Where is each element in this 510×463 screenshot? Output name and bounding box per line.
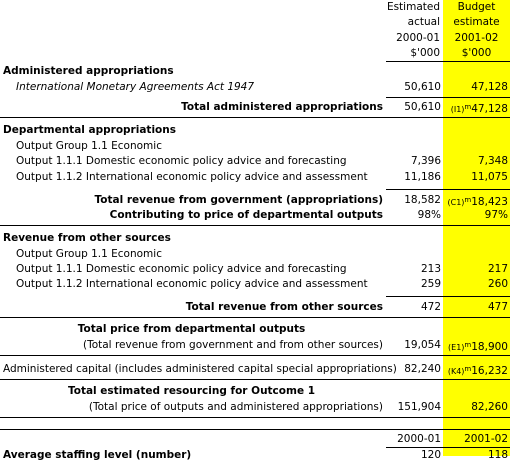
rule (386, 189, 510, 190)
other-title: Revenue from other sources (3, 232, 171, 244)
departmental-total-row (0, 193, 510, 208)
note-sup: m (464, 196, 472, 204)
col1-header-line4: $'000 (410, 47, 440, 59)
departmental-out2-label: Output 1.1.2 International economic policy advice and assessment (16, 171, 368, 183)
other-out2-v2: 260 (487, 278, 508, 290)
note-ref: (E1) (448, 343, 465, 352)
other-total-v2: 477 (487, 301, 508, 313)
rule (0, 429, 510, 430)
administered-item-v1: 50,610 (404, 81, 441, 93)
other-out1-v1: 213 (420, 263, 441, 275)
col2-header-line3: 2001-02 (454, 32, 499, 44)
note-ref: (I1) (450, 105, 465, 114)
price-v2: 18,900 (471, 341, 508, 353)
rule (386, 97, 510, 98)
price-values-row (0, 338, 510, 353)
departmental-contrib-row (0, 208, 510, 223)
capital-row (0, 362, 510, 377)
rule (0, 117, 510, 118)
capital-label: Administered capital (includes administered capital special appropriations) (3, 363, 397, 375)
administered-title: Administered appropriations (3, 65, 174, 77)
other-total-row (0, 300, 510, 315)
resourcing-values-row (0, 400, 510, 415)
col1-header-line1: Estimated (386, 1, 440, 13)
departmental-group: Output Group 1.1 Economic (16, 140, 162, 152)
price-title: Total price from departmental outputs (77, 323, 306, 335)
administered-item-label: International Monetary Agreements Act 1947 (16, 81, 255, 93)
departmental-group-row (0, 139, 510, 154)
staffing-v2: 118 (487, 449, 508, 461)
note-sup: m (464, 365, 472, 373)
departmental-title-row (0, 123, 510, 138)
departmental-title: Departmental appropriations (3, 124, 176, 136)
resourcing-title-row (0, 384, 510, 399)
rule (0, 317, 510, 318)
other-total-label: Total revenue from other sources (185, 301, 383, 313)
resourcing-sub: (Total price of outputs and administered appropriations) (88, 401, 383, 413)
administered-title-row (0, 64, 510, 79)
other-group-row (0, 247, 510, 262)
col2-header-line1: Budget (457, 1, 496, 13)
rule (0, 355, 510, 356)
administered-total-row (0, 100, 510, 115)
departmental-out2-v2: 11,075 (471, 171, 508, 183)
administered-total-label: Total administered appropriations (181, 101, 383, 113)
administered-total-v2: 47,128 (471, 103, 508, 115)
departmental-out1-label: Output 1.1.1 Domestic economic policy advice and forecasting (16, 155, 347, 167)
administered-total-v1: 50,610 (404, 101, 441, 113)
departmental-total-label: Total revenue from government (appropriations) (94, 194, 383, 206)
staffing-year1: 2000-01 (397, 433, 441, 445)
departmental-out1-v2: 7,348 (477, 155, 508, 167)
rule (386, 296, 510, 297)
price-v2-cell (443, 338, 508, 355)
departmental-contrib-label: Contributing to price of departmental outputs (109, 209, 383, 221)
departmental-contrib-v2: 97% (484, 209, 508, 221)
note-ref: (C1) (447, 198, 465, 207)
rule (0, 379, 510, 380)
departmental-contrib-v1: 98% (417, 209, 441, 221)
capital-v2: 16,232 (471, 365, 508, 377)
col2-header-line2: estimate (453, 16, 500, 28)
capital-v1: 82,240 (404, 363, 441, 375)
col2-header-line4: $'000 (461, 47, 492, 59)
departmental-total-v1: 18,582 (404, 194, 441, 206)
other-out1-label: Output 1.1.1 Domestic economic policy advice and forecasting (16, 263, 347, 275)
note-ref: (K4) (447, 367, 465, 376)
price-sub: (Total revenue from government and from other sources) (82, 339, 383, 351)
other-group: Output Group 1.1 Economic (16, 248, 162, 260)
resourcing-v1: 151,904 (397, 401, 441, 413)
departmental-out1-row (0, 154, 510, 169)
departmental-out2-v1: 11,186 (404, 171, 441, 183)
price-v1: 19,054 (404, 339, 441, 351)
other-out2-v1: 259 (420, 278, 441, 290)
departmental-out2-row (0, 170, 510, 185)
staffing-v1: 120 (420, 449, 441, 461)
administered-item-row (0, 80, 510, 95)
other-total-v1: 472 (420, 301, 441, 313)
col1-header-line2: actual (407, 16, 440, 28)
other-out2-row (0, 277, 510, 292)
other-out1-v2: 217 (487, 263, 508, 275)
rule (0, 417, 510, 418)
price-title-row (0, 322, 510, 337)
capital-v2-cell (443, 362, 508, 379)
staffing-years-row (0, 432, 510, 447)
administered-total-v2-cell (443, 100, 508, 117)
administered-item-v2: 47,128 (471, 81, 508, 93)
note-sup: m (464, 341, 472, 349)
col1-header-line3: 2000-01 (396, 32, 440, 44)
staffing-row (0, 448, 510, 463)
other-out2-label: Output 1.1.2 International economic policy advice and assessment (16, 278, 368, 290)
staffing-label: Average staffing level (number) (3, 449, 192, 461)
header-rule (386, 61, 510, 62)
other-out1-row (0, 262, 510, 277)
note-sup: m (464, 103, 472, 111)
resourcing-title: Total estimated resourcing for Outcome 1 (67, 385, 316, 397)
departmental-out1-v1: 7,396 (410, 155, 441, 167)
other-title-row (0, 231, 510, 246)
staffing-year2: 2001-02 (464, 433, 508, 445)
rule (0, 225, 510, 226)
departmental-total-v2: 18,423 (471, 196, 508, 208)
resourcing-v2: 82,260 (471, 401, 508, 413)
